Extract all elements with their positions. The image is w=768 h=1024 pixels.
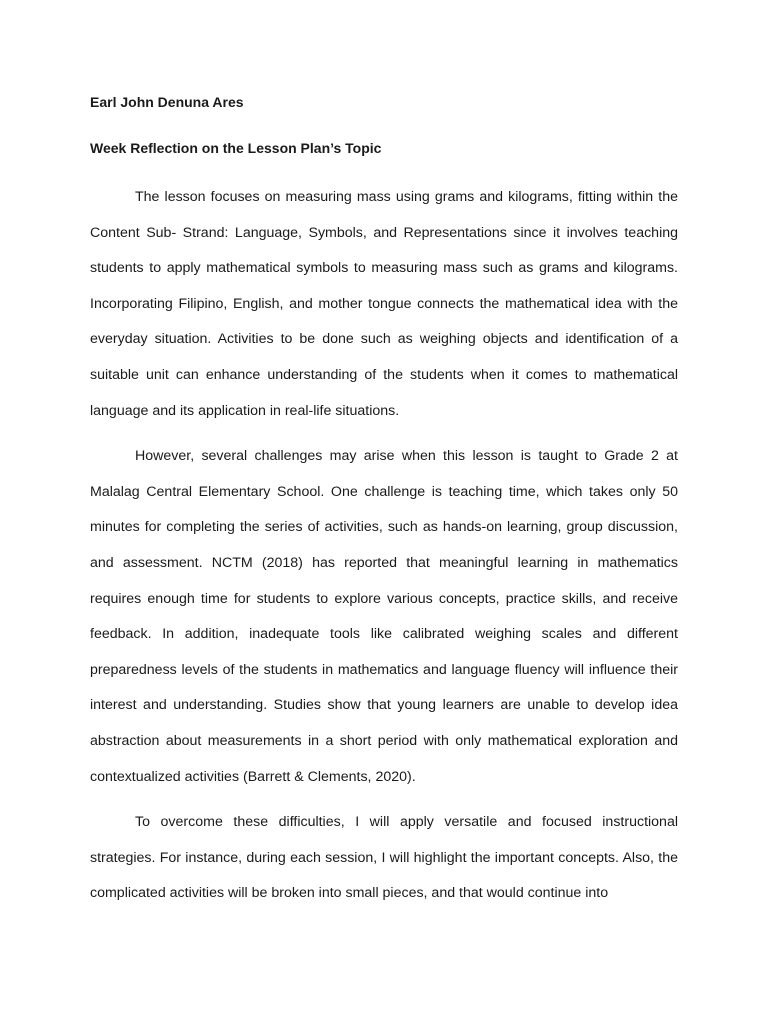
- paragraph-3: To overcome these difficulties, I will apply versatile and focused instructional strategies. For instance, during each session, I will highlight the important concepts. Also, the complicated activities will be broken into small pieces, and that would continue into: [90, 814, 678, 902]
- paragraph-2: However, several challenges may arise when this lesson is taught to Grade 2 at Malalag Central Elementary School. One challenge is teaching time, which takes only 50 minutes for completing the series of activities, such as hands-on learning, group discussion, and assessment. NCTM (2018) has reported that meaningful learning in mathematics requires enough time for students to explore various concepts, practice skills, and receive feedback. In addition, inadequate tools like calibrated weighing scales and different preparedness levels of the students in mathematics and language fluency will influence their interest and understanding. Studies show that young learners are unable to develop idea abstraction about measurements in a short period with only mathematical exploration and contextualized activities (Barrett & Clements, 2020).: [90, 448, 678, 785]
- document-page: [90, 88, 678, 922]
- paragraph-1: The lesson focuses on measuring mass using grams and kilograms, fitting within the Content Sub- Strand: Language, Symbols, and Representations since it involves teaching students to apply mathematical symbols to measuring mass such as grams and kilograms. Incorporating Filipino, English, and mother tongue connects the mathematical idea with the everyday situation. Activities to be done such as weighing objects and identification of a suitable unit can enhance understanding of the students when it comes to mathematical language and its application in real-life situations.: [90, 189, 678, 419]
- document-title: Week Reflection on the Lesson Plan’s Topic: [90, 140, 382, 156]
- author-name: Earl John Denuna Ares: [90, 94, 244, 110]
